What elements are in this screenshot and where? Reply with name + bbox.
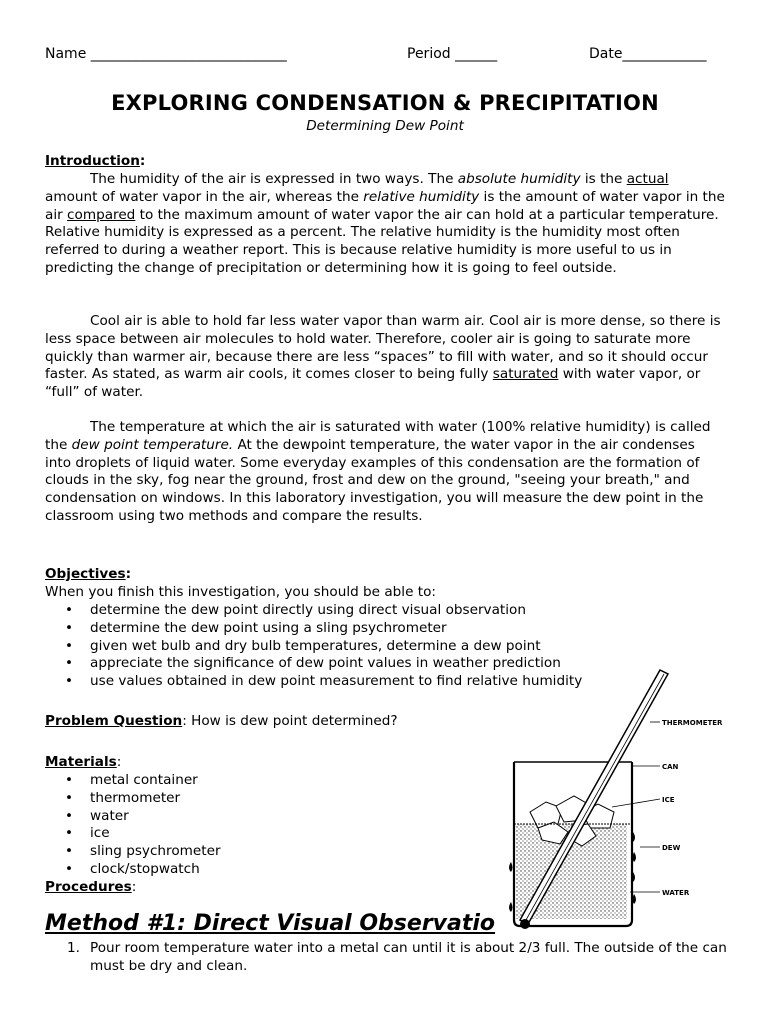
method-1-steps (45, 940, 735, 976)
objectives-heading: Objectives: (45, 566, 131, 582)
name-blank: ____________________________ (90, 46, 287, 62)
method-1-heading: Method #1: Direct Visual Observatio (45, 911, 496, 936)
period-field (407, 46, 497, 62)
name-label: Name (45, 46, 87, 62)
name-field (45, 46, 287, 62)
list-item: • sling psychrometer (45, 843, 345, 861)
period-blank: ______ (455, 46, 498, 62)
step-text: Pour room temperature water into a metal can until it is about 2/3 full. The outside of the can must be dry and clean. (90, 940, 727, 974)
list-item: • water (45, 808, 345, 826)
materials-list (45, 772, 345, 879)
list-item: • thermometer (45, 790, 345, 808)
period-label: Period (407, 46, 451, 62)
list-item: • clock/stopwatch (45, 861, 345, 879)
dew-label: DEW (662, 844, 681, 852)
problem-question: Problem Question: How is dew point determined? (45, 713, 398, 729)
introduction-paragraph-2: Cool air is able to hold far less water vapor than warm air. Cool air is more dense, so there is less space between air molecules to hold water. Therefore, cooler air is going to saturate more quickly than warmer air, because there are less “spaces” to fill with water, and so it should occur faster. As stated, as warm air cools, it comes closer to being fully saturated with water vapor, or “full” of water. (45, 313, 721, 401)
can-label: CAN (662, 763, 679, 771)
introduction-heading: Introduction: (45, 153, 146, 169)
date-label: Date (589, 46, 623, 62)
procedures-heading: Procedures: (45, 879, 137, 895)
objectives-lead: When you finish this investigation, you should be able to: (45, 584, 436, 600)
list-item: • use values obtained in dew point measurement to find relative humidity (45, 673, 665, 691)
list-item: • determine the dew point using a sling psychrometer (45, 620, 665, 638)
water-label: WATER (662, 889, 690, 897)
thermometer-label: THERMOMETER (662, 719, 723, 727)
introduction-paragraph-3: The temperature at which the air is saturated with water (100% relative humidity) is called the dew point temperature. At the dewpoint temperature, the water vapor in the air condenses into droplets of liquid water. Some everyday examples of this condensation are the formation of clouds in the sky, fog near the ground, frost and dew on the ground, "seeing your breath," and condensation on windows. In this laboratory investigation, you will measure the dew point in the classroom using two methods and compare the results. (45, 419, 711, 524)
page-subtitle: Determining Dew Point (306, 118, 464, 134)
materials-heading: Materials: (45, 754, 122, 770)
date-blank: ____________ (622, 46, 707, 62)
ice-label: ICE (662, 796, 675, 804)
list-item: • metal container (45, 772, 345, 790)
introduction-paragraph-1: The humidity of the air is expressed in two ways. The absolute humidity is the actual amount of water vapor in the air, whereas the relative humidity is the amount of water vapor in the air compared to the maximum amount of water vapor the air can hold at a particular temperature. Relative humidity is expressed as a percent. The relative humidity is the humidity most often referred to during a weather report. This is because relative humidity is more useful to us in predicting the change of precipitation or determining how it is going to feel outside. (45, 171, 725, 276)
date-field (589, 46, 706, 62)
list-item (45, 940, 735, 976)
list-item: • ice (45, 825, 345, 843)
dew-point-apparatus-diagram (480, 662, 755, 932)
introduction-heading-text: Introduction (45, 153, 140, 169)
page-title: EXPLORING CONDENSATION & PRECIPITATION (111, 91, 659, 115)
list-item: • determine the dew point directly using direct visual observation (45, 602, 665, 620)
step-number: 1. (67, 940, 80, 956)
list-item: • given wet bulb and dry bulb temperatures, determine a dew point (45, 638, 665, 656)
list-item: • appreciate the significance of dew point values in weather prediction (45, 655, 665, 673)
